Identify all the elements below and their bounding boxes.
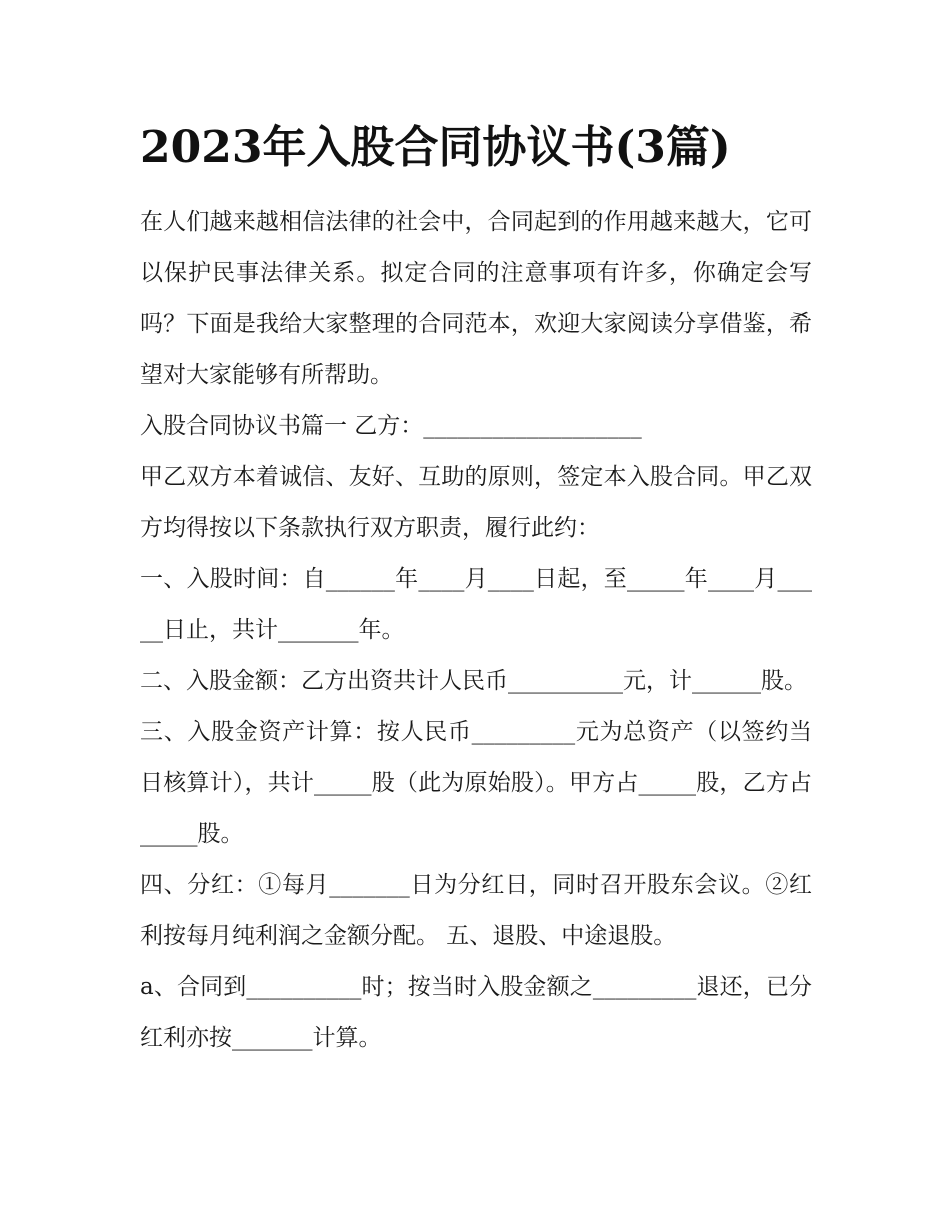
- document-title: 2023年入股合同协议书(3篇): [140, 122, 731, 173]
- intro-paragraph: 在人们越来越相信法律的社会中，合同起到的作用越来越大，它可以保护民事法律关系。拟定合同的注意事项有许多，你确定会写吗？下面是我给大家整理的合同范本，欢迎大家阅读分享借鉴，希望对大家能够有所帮助。: [140, 209, 812, 388]
- document-body: [140, 197, 812, 1064]
- clause-2-investment-amount: 二、入股金额：乙方出资共计人民币__________元，计______股。: [140, 668, 807, 694]
- clause-4-dividends: 四、分红：①每月_______日为分红日，同时召开股东会议。②红利按每月纯利润之金额分配。 五、退股、中途退股。: [140, 872, 812, 949]
- preamble-paragraph: 甲乙双方本着诚信、友好、互助的原则，签定本入股合同。甲乙双方均得按以下条款执行双方职责，履行此约：: [140, 464, 812, 541]
- clause-5a-withdrawal: a、合同到__________时；按当时入股金额之_________退还，已分红利亦按_______计算。: [140, 974, 812, 1051]
- clause-3-asset-calculation: 三、入股金资产计算：按人民币_________元为总资产（以签约当日核算计），共计_____股（此为原始股）。甲方占_____股，乙方占_____股。: [140, 719, 812, 847]
- contract-heading-party-b: 入股合同协议书篇一 乙方：___________________: [140, 413, 642, 439]
- clause-1-investment-period: 一、入股时间：自______年____月____日起，至_____年____月_____日止，共计_______年。: [140, 566, 812, 643]
